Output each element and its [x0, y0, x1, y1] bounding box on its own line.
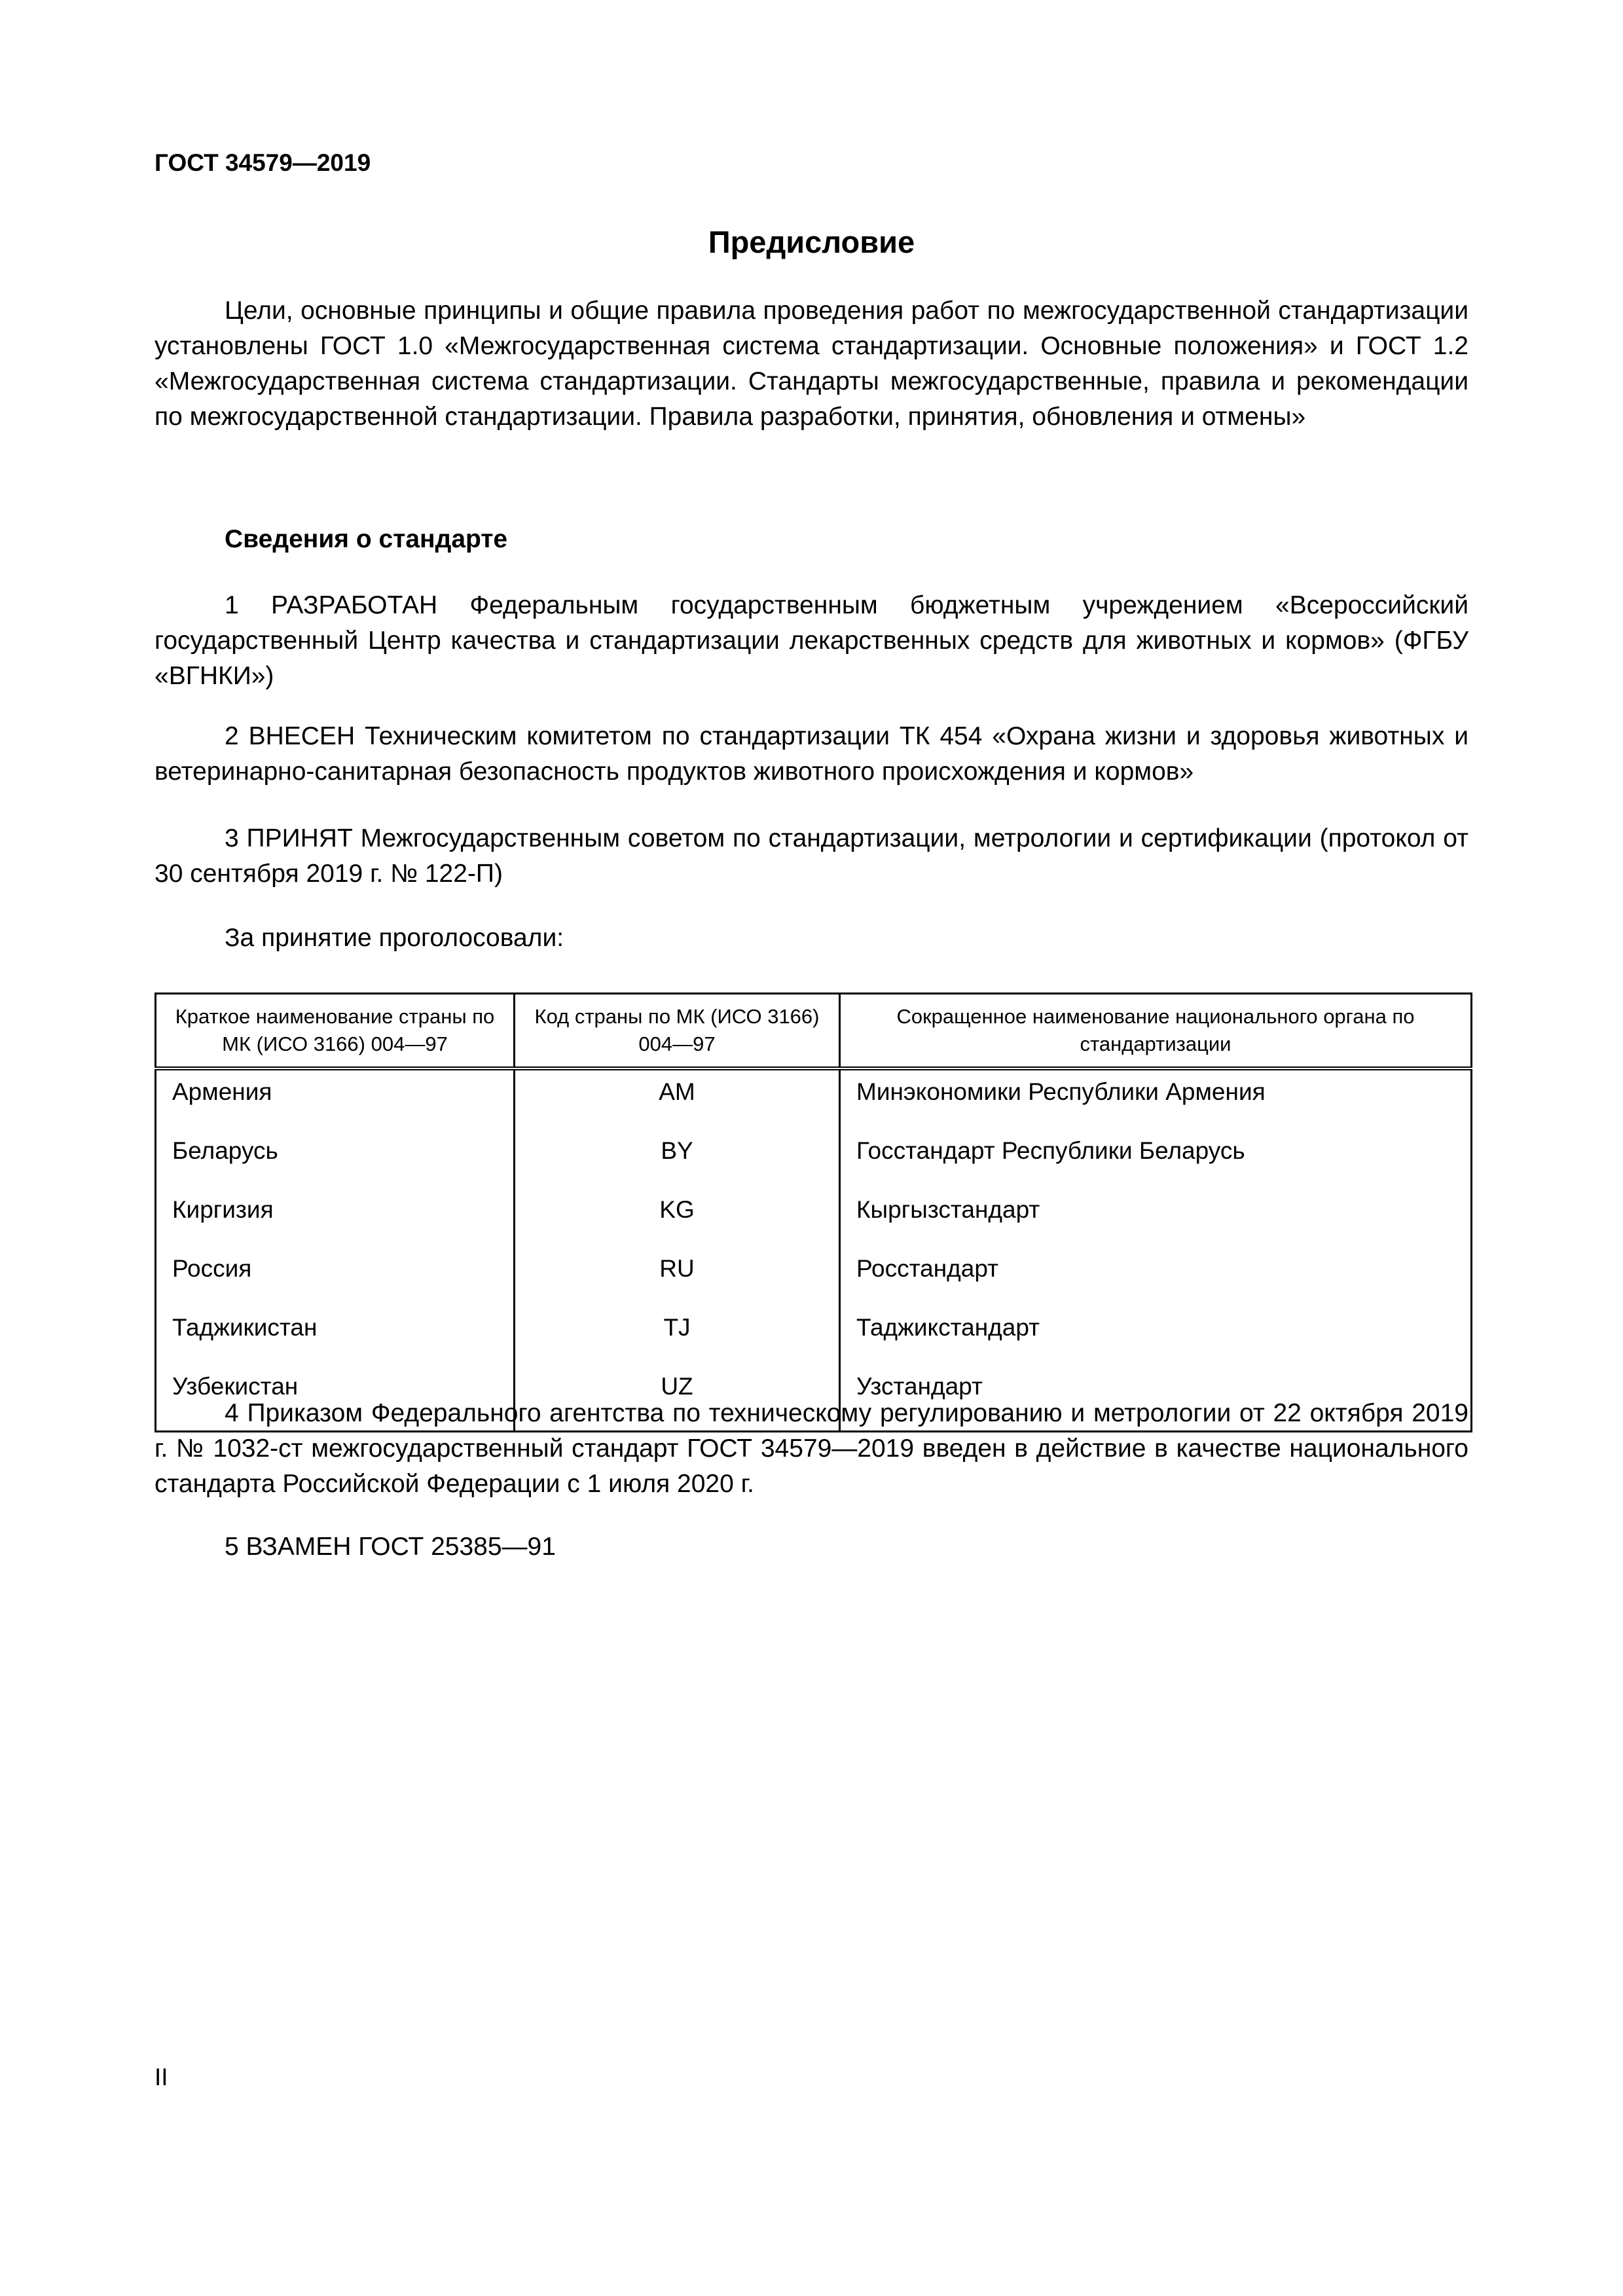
item-3-adopted: 3 ПРИНЯТ Межгосударственным советом по стандартизации, метрологии и сертификации (протокол от 30 сентября 2019 г. № 122-П): [155, 824, 1468, 888]
section-heading: Сведения о стандарте: [225, 525, 508, 553]
country-code: KG: [515, 1188, 840, 1247]
country-name: Армения: [156, 1068, 515, 1129]
national-body: Кыргызстандарт: [856, 1196, 1040, 1223]
country-code: UZ: [515, 1365, 840, 1432]
country-name: Таджикистан: [156, 1306, 515, 1365]
country-code: BY: [515, 1129, 840, 1188]
national-body: Госстандарт Республики Беларусь: [856, 1137, 1245, 1164]
page-title: Предисловие: [708, 225, 915, 259]
country-name: Киргизия: [156, 1188, 515, 1247]
table-header-row: [156, 994, 1472, 1069]
national-body: Минэкономики Республики Армения: [856, 1078, 1266, 1105]
document-code: ГОСТ 34579—2019: [155, 149, 371, 176]
header-national-body: Сокращенное наименование национального органа по стандартизации: [840, 994, 1472, 1069]
item-2-submitted: 2 ВНЕСЕН Техническим комитетом по стандартизации ТК 454 «Охрана жизни и здоровья животных и ветеринарно-санитарная безопасность продуктов животного происхождения и кормов»: [155, 722, 1468, 786]
table-row: [156, 1068, 1472, 1129]
national-body: Росстандарт: [856, 1255, 999, 1282]
table-row: [156, 1188, 1472, 1247]
page-number: II: [155, 2064, 168, 2090]
voted-label: За принятие проголосовали:: [225, 924, 564, 952]
country-name: Беларусь: [156, 1129, 515, 1188]
country-name: Россия: [156, 1247, 515, 1306]
item-5-replaces: 5 ВЗАМЕН ГОСТ 25385—91: [225, 1533, 556, 1561]
voting-countries-table: [155, 993, 1472, 1432]
table-row: [156, 1306, 1472, 1365]
country-code: TJ: [515, 1306, 840, 1365]
table-row: [156, 1129, 1472, 1188]
header-country-code: Код страны по МК (ИСО 3166) 004—97: [515, 994, 840, 1069]
item-1-developed: 1 РАЗРАБОТАН Федеральным государственным бюджетным учреждением «Всероссийский государственный Центр качества и стандартизации лекарственных средств для животных и кормов» (ФГБУ «ВГНКИ»): [155, 591, 1468, 690]
table-row: [156, 1247, 1472, 1306]
national-body: Таджикстандарт: [856, 1314, 1040, 1341]
header-country-name: Краткое наименование страны по МК (ИСО 3166) 004—97: [156, 994, 515, 1069]
country-code: AM: [515, 1068, 840, 1129]
item-4-enacted: 4 Приказом Федерального агентства по техническому регулированию и метрологии от 22 октября 2019 г. № 1032-ст межгосударственный стандарт ГОСТ 34579—2019 введен в действие в качестве национального стандарта Российской Федерации с 1 июля 2020 г.: [155, 1399, 1468, 1498]
country-name: Узбекистан: [156, 1365, 515, 1432]
country-code: RU: [515, 1247, 840, 1306]
national-body: Узстандарт: [856, 1373, 983, 1400]
intro-paragraph: Цели, основные принципы и общие правила проведения работ по межгосударственной стандартизации установлены ГОСТ 1.0 «Межгосударственная система стандартизации. Основные положения» и ГОСТ 1.2 «Межгосударственная система стандартизации. Стандарты межгосударственные, правила и рекомендации по межгосударственной стандартизации. Правила разработки, принятия, обновления и отмены»: [155, 297, 1468, 431]
